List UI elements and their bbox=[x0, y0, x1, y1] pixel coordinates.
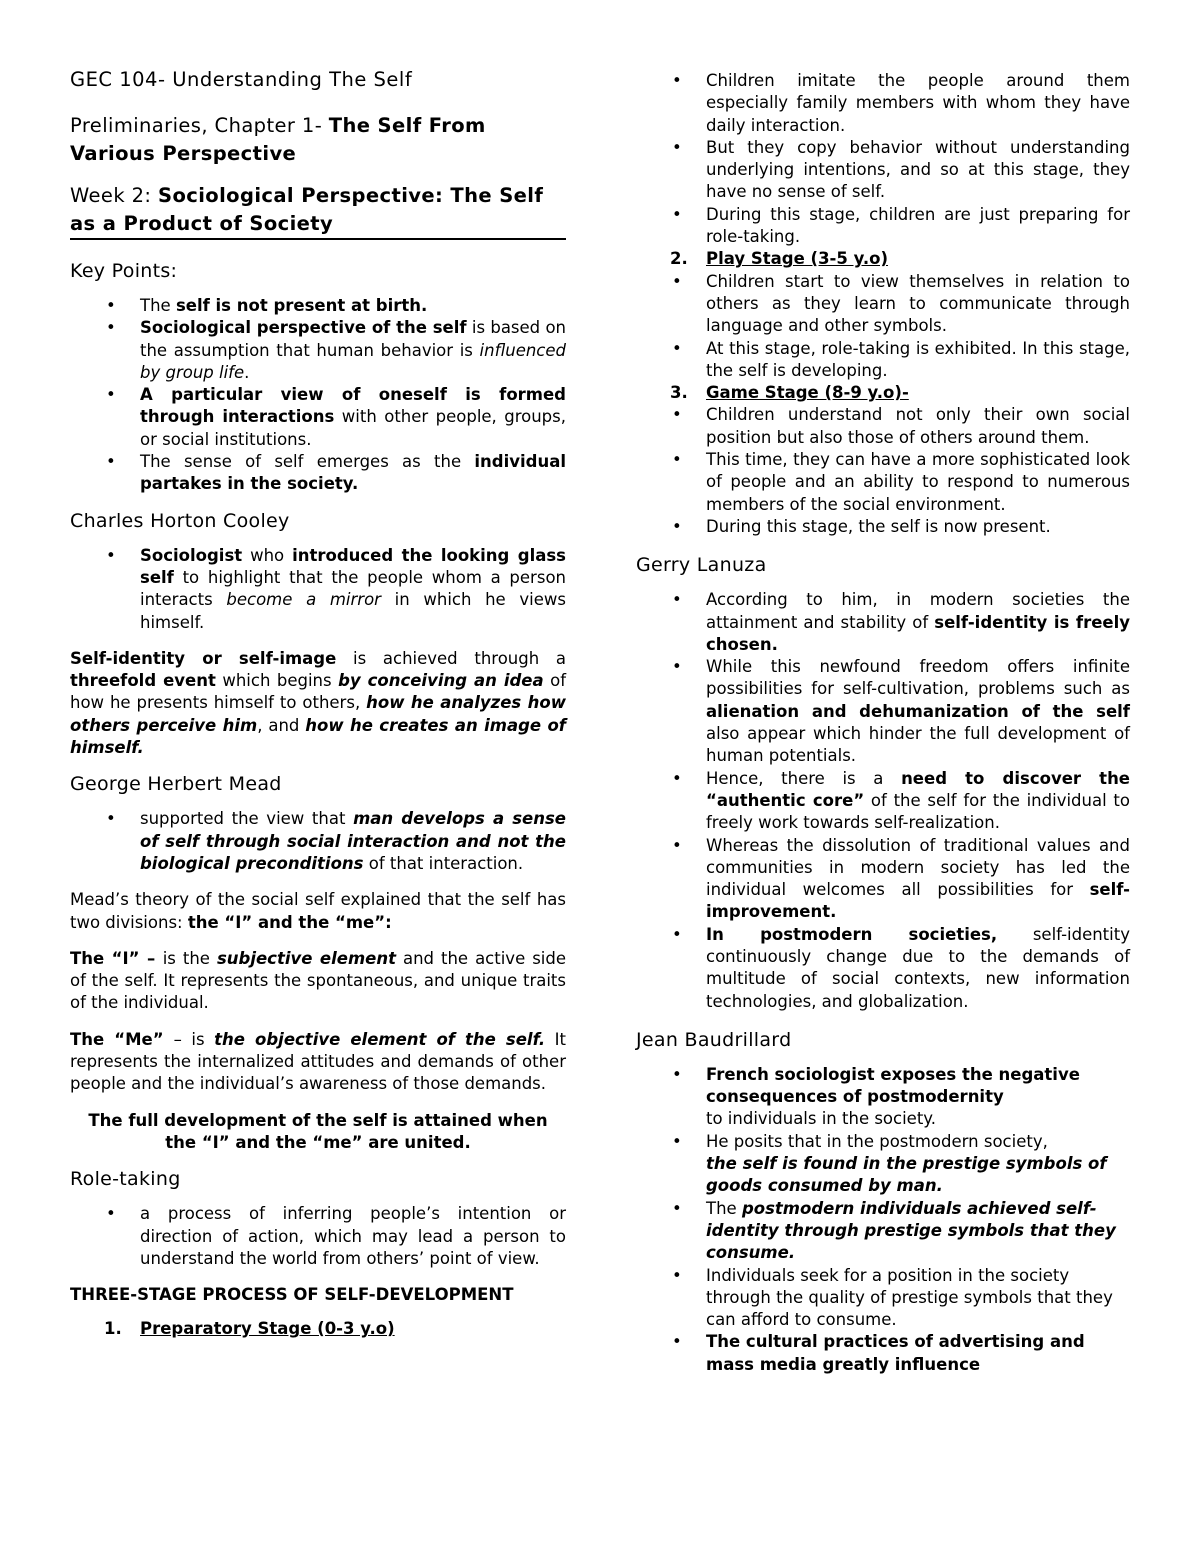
list-item: • Children imitate the people around them especially family members with whom they have daily interaction. bbox=[636, 70, 1130, 137]
mead-paragraph-divisions: Mead’s theory of the social self explained that the self has two divisions: the “I” and the “me”: bbox=[70, 890, 566, 932]
role-taking-list bbox=[70, 1203, 566, 1270]
list-item: • Sociologist who introduced the looking glass self to highlight that the people whom a person interacts become a mirror in which he views himself. bbox=[70, 545, 566, 634]
list-item: • In postmodern societies, self-identity continuously change due to the demands of multitude of social contexts, new information technologies, and globalization. bbox=[636, 924, 1130, 1013]
left-column bbox=[70, 66, 566, 1341]
list-item: • Hence, there is a need to discover the “authentic core” of the self for the individual to freely work towards self-realization. bbox=[636, 768, 1130, 835]
baudrillard-heading: Jean Baudrillard bbox=[636, 1028, 792, 1051]
stage-2-list bbox=[636, 271, 1130, 382]
list-item: • While this newfound freedom offers infinite possibilities for self-cultivation, problems such as alienation and dehumanization of the self also appear which hinder the full development of human potentials. bbox=[636, 656, 1130, 767]
list-item: • This time, they can have a more sophisticated look of people and an ability to respond to numerous members of the social environment. bbox=[636, 449, 1130, 516]
list-item: • Sociological perspective of the self is based on the assumption that human behavior is influenced by group life. bbox=[70, 317, 566, 384]
key-points-list bbox=[70, 295, 566, 496]
list-item: • Children understand not only their own social position but also those of others around them. bbox=[636, 404, 1130, 449]
list-item: • Individuals seek for a position in the society through the quality of prestige symbols that they can afford to consume. bbox=[636, 1265, 1130, 1332]
three-stage-heading: THREE-STAGE PROCESS OF SELF-DEVELOPMENT bbox=[70, 1285, 514, 1305]
list-item: • During this stage, the self is now present. bbox=[636, 516, 1130, 538]
list-item: • The self is not present at birth. bbox=[70, 295, 566, 317]
list-item: • A particular view of oneself is formed through interactions with other people, groups, or social institutions. bbox=[70, 384, 566, 451]
baudrillard-list bbox=[636, 1064, 1130, 1376]
list-item: • French sociologist exposes the negative consequences of postmodernity to individuals in the society. bbox=[636, 1064, 1130, 1131]
mead-heading: George Herbert Mead bbox=[70, 773, 282, 796]
list-item: • The postmodern individuals achieved self-identity through prestige symbols that they consume. bbox=[636, 1198, 1130, 1265]
list-item: • During this stage, children are just preparing for role-taking. bbox=[636, 204, 1130, 249]
right-column bbox=[636, 70, 1130, 1376]
list-item: • The sense of self emerges as the individual partakes in the society. bbox=[70, 451, 566, 496]
mead-paragraph-me: The “Me” – is the objective element of the self. It represents the internalized attitudes and demands of other people and the individual’s awareness of those demands. bbox=[70, 1029, 567, 1094]
list-item: • supported the view that man develops a sense of self through social interaction and not the biological preconditions of that interaction. bbox=[70, 808, 566, 875]
stage-1-list bbox=[636, 70, 1130, 248]
stage-3-list bbox=[636, 404, 1130, 538]
stage-3-title: 3. Game Stage (8-9 y.o)- bbox=[670, 383, 909, 403]
mead-paragraph-i: The “I” – is the subjective element and the active side of the self. It represents the spontaneous, and unique traits of the individual. bbox=[70, 948, 567, 1013]
mead-conclusion: The full development of the self is attained when the “I” and the “me” are united. bbox=[88, 1110, 548, 1152]
cooley-paragraph: Self-identity or self-image is achieved through a threefold event which begins by conceiving an idea of how he presents himself to others, how he analyzes how others perceive him, and how he creates an image of himself. bbox=[70, 648, 567, 758]
lanuza-list bbox=[636, 589, 1130, 1013]
role-taking-heading: Role-taking bbox=[70, 1168, 181, 1191]
list-item: • Whereas the dissolution of traditional values and communities in modern society has led the individual welcomes all possibilities for self-improvement. bbox=[636, 835, 1130, 924]
list-item: • a process of inferring people’s intention or direction of action, which may lead a person to understand the world from others’ point of view. bbox=[70, 1203, 566, 1270]
list-item: • But they copy behavior without understanding underlying intentions, and so at this stage, they have no sense of self. bbox=[636, 137, 1130, 204]
mead-list bbox=[70, 808, 566, 875]
course-title: GEC 104- Understanding The Self bbox=[70, 68, 413, 91]
list-item: • Children start to view themselves in relation to others as they learn to communicate through language and other symbols. bbox=[636, 271, 1130, 338]
list-item: • At this stage, role-taking is exhibited. In this stage, the self is developing. bbox=[636, 338, 1130, 383]
chapter-title: Preliminaries, Chapter 1- The Self From Various Perspective bbox=[70, 114, 486, 165]
week-title: Week 2: Sociological Perspective: The Self as a Product of Society bbox=[70, 182, 566, 240]
list-item: • He posits that in the postmodern society, the self is found in the prestige symbols of goods consumed by man. bbox=[636, 1131, 1130, 1198]
stage-2-title: 2. Play Stage (3-5 y.o) bbox=[670, 249, 889, 269]
stage-1-title: 1. Preparatory Stage (0-3 y.o) bbox=[104, 1319, 395, 1339]
lanuza-heading: Gerry Lanuza bbox=[636, 554, 767, 577]
cooley-list bbox=[70, 545, 566, 634]
key-points-heading: Key Points: bbox=[70, 260, 178, 282]
list-item: • According to him, in modern societies the attainment and stability of self-identity is freely chosen. bbox=[636, 589, 1130, 656]
cooley-heading: Charles Horton Cooley bbox=[70, 509, 290, 532]
list-item: • The cultural practices of advertising and mass media greatly influence bbox=[636, 1331, 1130, 1376]
